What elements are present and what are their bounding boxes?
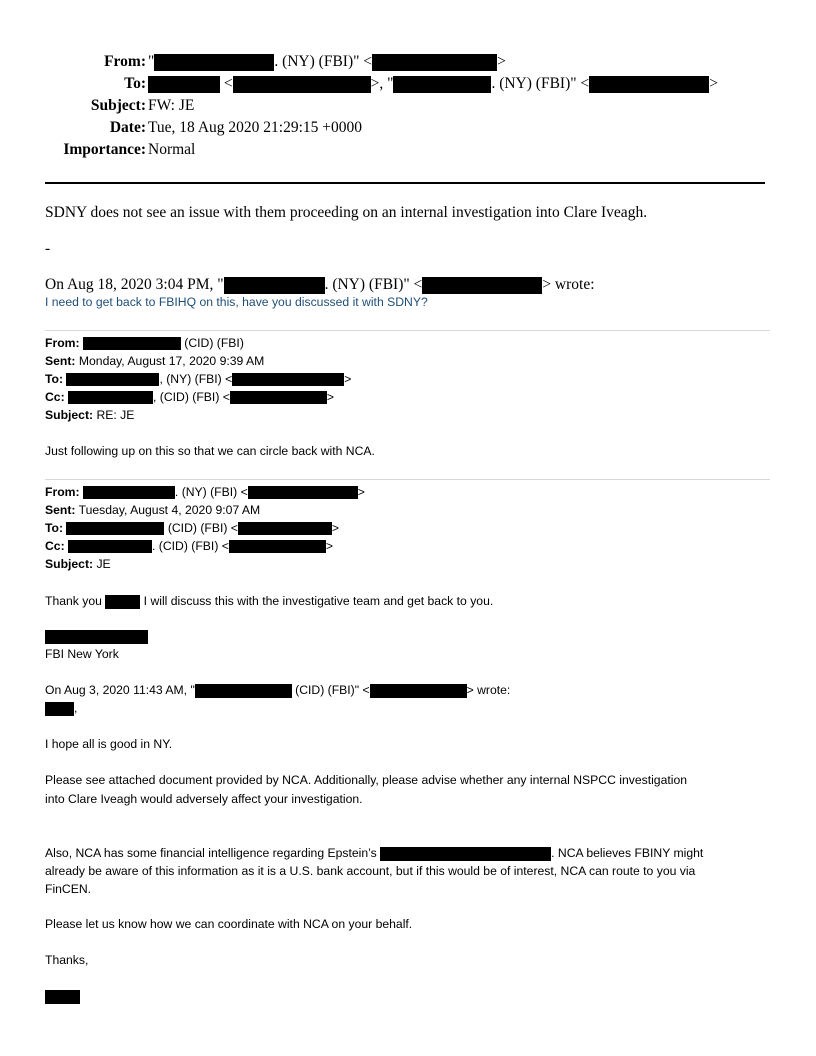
to-value: < >, " . (NY) (FBI)" < > xyxy=(148,75,718,93)
redaction-box xyxy=(422,277,542,294)
msg2-sent-line: Sent: Monday, August 17, 2020 9:39 AM xyxy=(45,354,265,368)
importance-label-wrap xyxy=(0,141,146,161)
msg3-from-line: From: . (NY) (FBI) < > xyxy=(45,485,365,499)
reply1-on-line: On Aug 18, 2020 3:04 PM, " . (NY) (FBI)" < > wrote: xyxy=(45,276,595,293)
paragraph-2-line-2: into Clare Iveagh would adversely affect your investigation. xyxy=(45,792,363,806)
to-label-wrap xyxy=(0,75,146,95)
msg2-to-line: To: , (NY) (FBI) < > xyxy=(45,372,352,386)
redaction-box xyxy=(248,486,358,499)
redaction-box xyxy=(372,54,497,71)
date-value: Tue, 18 Aug 2020 21:29:15 +0000 xyxy=(148,119,362,136)
redaction-box xyxy=(83,337,181,350)
redaction-box xyxy=(68,540,152,553)
importance-label: Importance: xyxy=(63,141,146,158)
redaction-box xyxy=(232,373,344,386)
redaction-box xyxy=(66,373,159,386)
from-value: " . (NY) (FBI)" < > xyxy=(148,53,506,70)
redaction-box xyxy=(45,702,74,716)
reply1-text: I need to get back to FBIHQ on this, have you discussed it with SDNY? xyxy=(45,295,428,309)
from-label-wrap xyxy=(0,53,146,73)
redaction-box xyxy=(238,522,332,535)
greeting-line: , xyxy=(45,701,77,716)
msg2-from-line: From: (CID) (FBI) xyxy=(45,336,244,350)
redaction-box xyxy=(233,76,371,93)
sender-name-redaction xyxy=(45,990,80,1004)
closing: Thanks, xyxy=(45,953,89,967)
msg3-to-line: To: (CID) (FBI) < > xyxy=(45,521,340,535)
redaction-box xyxy=(68,391,153,404)
subject-label-wrap xyxy=(0,97,146,117)
msg3-thanks-line: Thank you I will discuss this with the investigative team and get back to you. xyxy=(45,594,494,608)
paragraph-4: Please let us know how we can coordinate with NCA on your behalf. xyxy=(45,917,413,931)
main-body-text: SDNY does not see an issue with them proceeding on an internal investigation into Clare Iveagh. xyxy=(45,204,648,221)
paragraph-3-line-3: FinCEN. xyxy=(45,882,92,896)
msg3-sent-line: Sent: Tuesday, August 4, 2020 9:07 AM xyxy=(45,503,261,517)
dash-text: - xyxy=(45,240,51,257)
msg2-body: Just following up on this so that we can circle back with NCA. xyxy=(45,444,375,458)
redaction-box xyxy=(224,277,325,294)
paragraph-3-line-1: Also, NCA has some financial intelligence regarding Epstein’s . NCA believes FBINY might xyxy=(45,846,704,860)
redaction-box xyxy=(105,595,140,609)
date-label: Date: xyxy=(109,119,146,136)
paragraph-1: I hope all is good in NY. xyxy=(45,737,173,751)
msg3-on-line: On Aug 3, 2020 11:43 AM, " (CID) (FBI)" < > wrote: xyxy=(45,683,511,697)
from-label: From: xyxy=(104,53,146,70)
importance-value: Normal xyxy=(148,141,196,158)
subject-value: FW: JE xyxy=(148,97,195,114)
signature-org: FBI New York xyxy=(45,647,119,661)
redaction-box xyxy=(589,76,709,93)
subject-label: Subject: xyxy=(90,97,146,114)
redaction-box xyxy=(66,522,164,535)
redaction-box xyxy=(195,684,292,698)
msg3-subject-line: Subject: JE xyxy=(45,557,111,571)
redaction-box xyxy=(83,486,175,499)
paragraph-3-line-2: already be aware of this information as it is a U.S. bank account, but if this would be of interest, NCA can route to you via xyxy=(45,864,696,878)
redaction-box xyxy=(154,54,274,71)
to-label: To: xyxy=(124,75,146,92)
msg2-subject-line: Subject: RE: JE xyxy=(45,408,135,422)
redaction-box xyxy=(370,684,467,698)
separator xyxy=(45,330,770,331)
redaction-box xyxy=(229,540,326,553)
msg3-cc-line: Cc: . (CID) (FBI) < > xyxy=(45,539,334,553)
redaction-box xyxy=(230,391,327,404)
paragraph-2-line-1: Please see attached document provided by NCA. Additionally, please advise whether any internal NSPCC investigation xyxy=(45,773,688,787)
redaction-box xyxy=(148,76,220,93)
header-divider xyxy=(45,182,765,184)
redaction-box xyxy=(380,847,551,861)
date-label-wrap xyxy=(0,119,146,139)
msg2-cc-line: Cc: , (CID) (FBI) < > xyxy=(45,390,335,404)
separator xyxy=(45,479,770,480)
signature-redaction xyxy=(45,630,148,644)
redaction-box xyxy=(393,76,491,93)
